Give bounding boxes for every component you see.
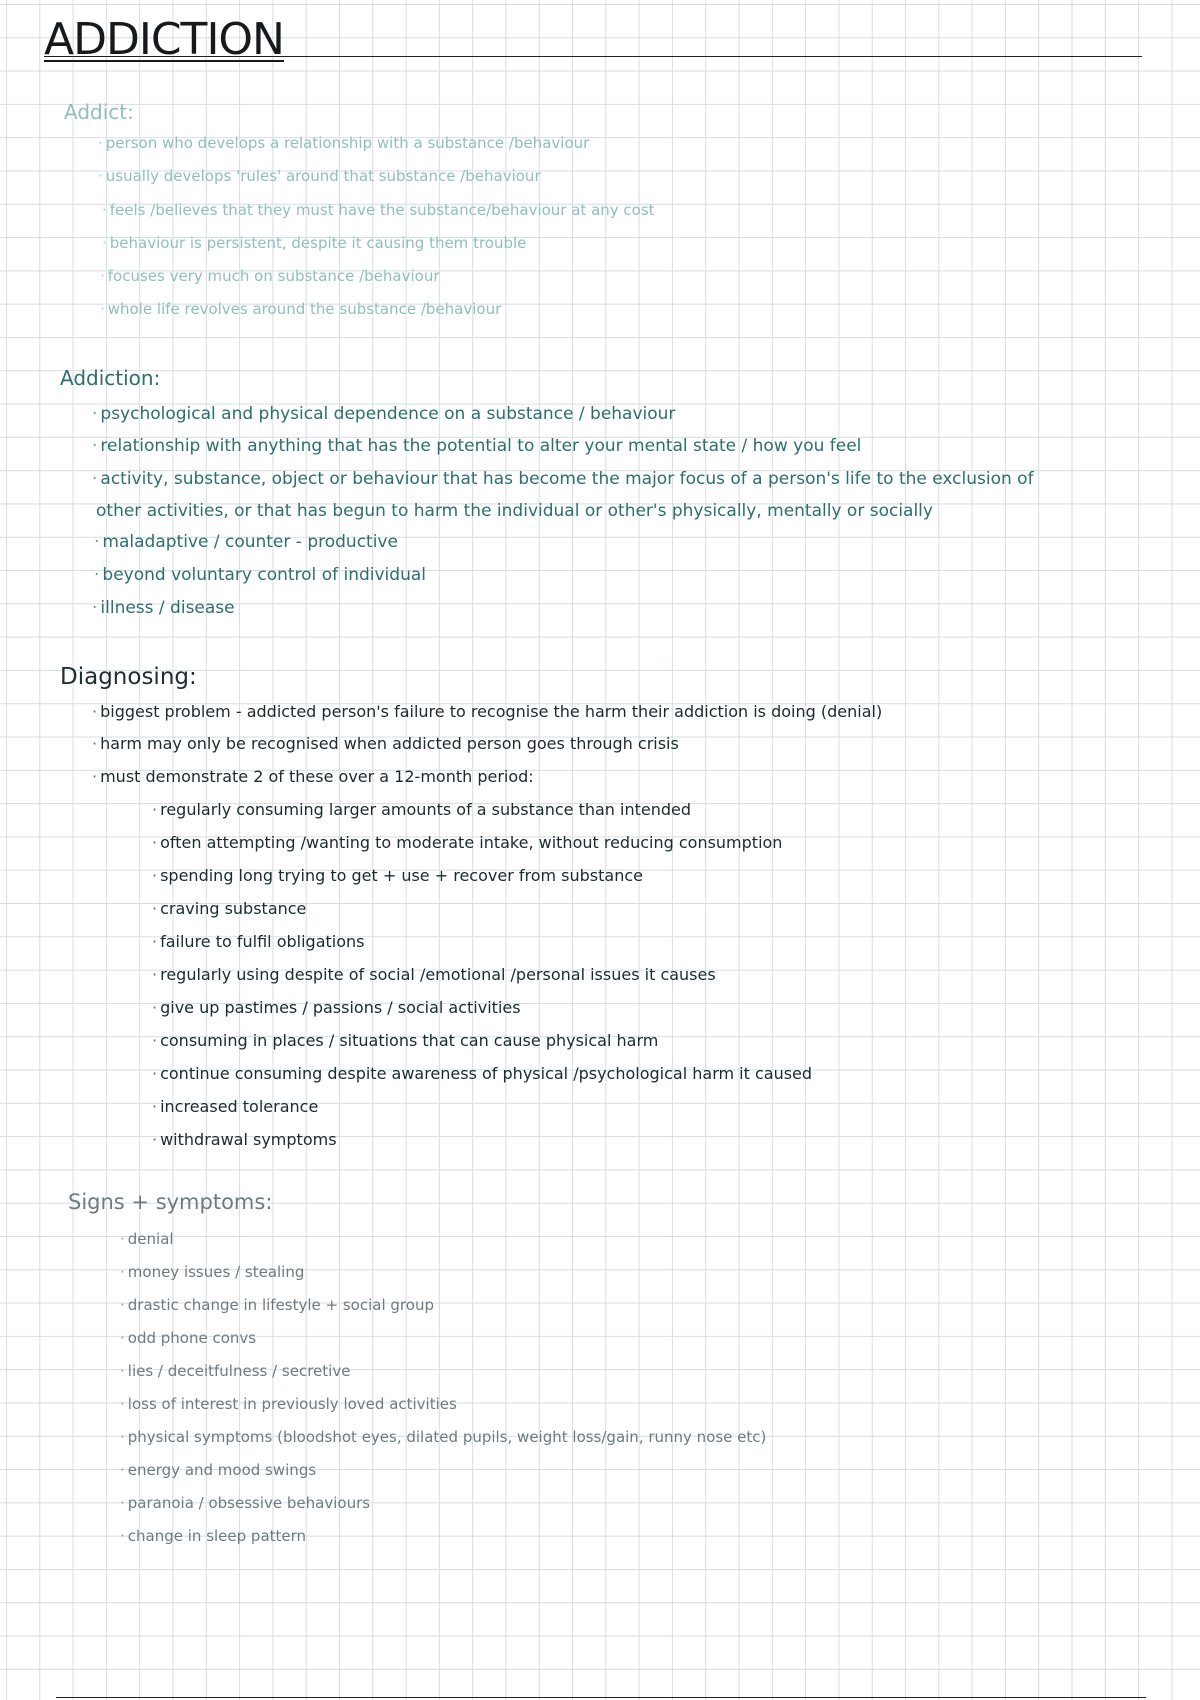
addiction-note: · beyond voluntary control of individual xyxy=(94,567,426,584)
symptom-note: · odd phone convs xyxy=(120,1331,256,1346)
diagnostic-criterion: · increased tolerance xyxy=(152,1099,318,1115)
addict-note: · focuses very much on substance /behaviour xyxy=(100,269,440,284)
symptom-note: · lies / deceitfulness / secretive xyxy=(120,1364,350,1379)
diagnosing-section xyxy=(60,664,883,1149)
addict-note: · usually develops 'rules' around that substance /behaviour xyxy=(98,169,541,184)
addiction-note: · maladaptive / counter - productive xyxy=(94,534,398,551)
symptom-note: · energy and mood swings xyxy=(120,1463,316,1478)
addict-note: · whole life revolves around the substance /behaviour xyxy=(100,302,501,317)
addiction-note: · psychological and physical dependence on a substance / behaviour xyxy=(92,406,675,423)
page-title: ADDICTION xyxy=(44,14,284,65)
diagnostic-criterion: · give up pastimes / passions / social activities xyxy=(152,1000,521,1016)
addiction-section xyxy=(60,366,1034,618)
diagnosing-note: · harm may only be recognised when addicted person goes through crisis xyxy=(92,736,679,752)
symptom-note: · money issues / stealing xyxy=(120,1265,304,1280)
title-underline-rule xyxy=(44,56,1142,57)
addiction-heading: Addiction: xyxy=(60,366,161,390)
bottom-rule xyxy=(56,1697,1146,1698)
addict-note: · feels /believes that they must have the substance/behaviour at any cost xyxy=(102,203,655,218)
diagnosing-note: · must demonstrate 2 of these over a 12-month period: xyxy=(92,769,534,785)
addict-note: · person who develops a relationship with a substance /behaviour xyxy=(98,136,589,151)
diagnostic-criterion: · spending long trying to get + use + recover from substance xyxy=(152,868,643,884)
diagnosing-heading: Diagnosing: xyxy=(60,664,197,690)
diagnostic-criterion: · withdrawal symptoms xyxy=(152,1132,337,1148)
signs-symptoms-heading: Signs + symptoms: xyxy=(68,1190,273,1214)
addiction-note: · activity, substance, object or behaviour that has become the major focus of a person's life to the exclusion of xyxy=(92,471,1034,488)
addict-note: · behaviour is persistent, despite it causing them trouble xyxy=(102,236,526,251)
diagnostic-criterion: · regularly consuming larger amounts of a substance than intended xyxy=(152,802,691,818)
diagnosing-note: · biggest problem - addicted person's failure to recognise the harm their addiction is doing (denial) xyxy=(92,704,882,720)
diagnostic-criterion: · often attempting /wanting to moderate intake, without reducing consumption xyxy=(152,835,782,851)
addict-section xyxy=(64,100,655,318)
symptom-note: · paranoia / obsessive behaviours xyxy=(120,1496,370,1511)
signs-symptoms-section xyxy=(68,1190,767,1545)
diagnostic-criterion: · continue consuming despite awareness of physical /psychological harm it caused xyxy=(152,1066,812,1082)
addiction-note: · illness / disease xyxy=(92,600,235,617)
diagnostic-criterion: · failure to fulfil obligations xyxy=(152,934,364,950)
symptom-note: · physical symptoms (bloodshot eyes, dilated pupils, weight loss/gain, runny nose etc) xyxy=(120,1430,766,1445)
symptom-note: · drastic change in lifestyle + social group xyxy=(120,1298,434,1313)
diagnostic-criterion: · craving substance xyxy=(152,901,306,917)
symptom-note: · loss of interest in previously loved activities xyxy=(120,1397,457,1412)
diagnostic-criterion: · regularly using despite of social /emotional /personal issues it causes xyxy=(152,967,716,983)
addiction-note-continued: other activities, or that has begun to harm the individual or other's physically, mentally or socially xyxy=(96,501,933,521)
symptom-note: · change in sleep pattern xyxy=(120,1529,306,1544)
diagnostic-criterion: · consuming in places / situations that can cause physical harm xyxy=(152,1033,658,1049)
addict-heading: Addict: xyxy=(64,100,134,124)
symptom-note: · denial xyxy=(120,1232,174,1247)
addiction-note: · relationship with anything that has the potential to alter your mental state / how you feel xyxy=(92,438,861,455)
